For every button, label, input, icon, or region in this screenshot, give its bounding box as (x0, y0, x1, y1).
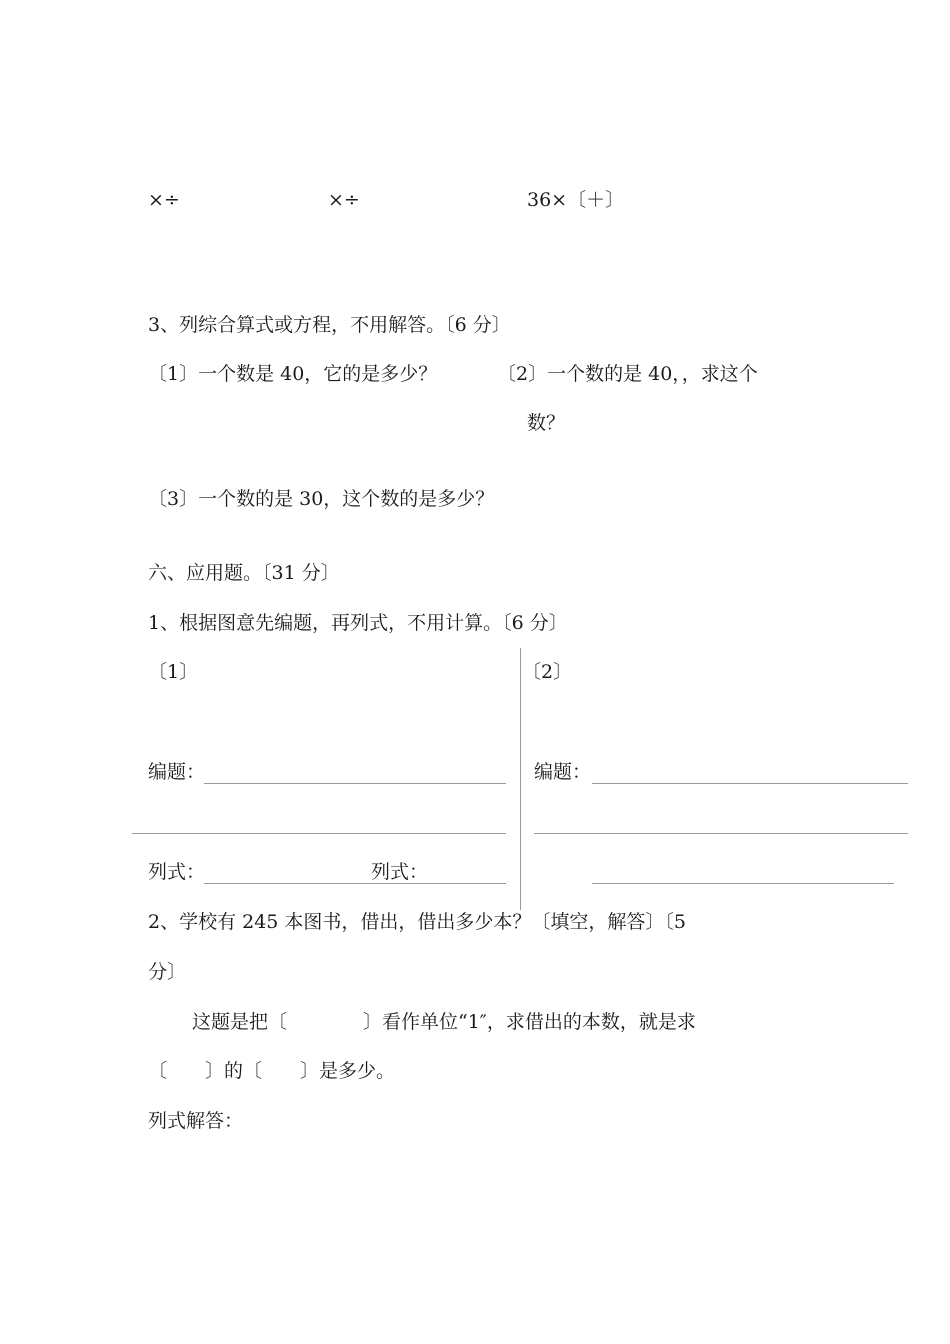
section3-question-2-line2: 数？ (527, 412, 566, 434)
left-compose-answer-line-2[interactable] (132, 833, 506, 834)
left-formula-label: 列式： (148, 861, 206, 883)
right-compose-answer-line[interactable] (592, 783, 908, 784)
column-divider (520, 648, 521, 910)
sub-question-1-label: 〔1〕 (148, 661, 199, 683)
right-compose-answer-line-2[interactable] (534, 833, 908, 834)
expression-3: 36×〔＋〕 (527, 189, 625, 211)
left-compose-label: 编题： (148, 761, 206, 783)
section3-question-1: 〔1〕一个数是 40，它的是多少？ (148, 363, 438, 385)
answer-label: 列式解答： (148, 1110, 244, 1132)
sub-question-2-label: 〔2〕 (522, 661, 573, 683)
fill-in-line-2: 〔 〕的〔 〕是多少。 (148, 1060, 396, 1082)
section6-q1-heading: 1、根据图意先编题，再列式，不用计算。〔6 分〕 (148, 612, 568, 634)
expression-1: ×÷ (148, 189, 180, 211)
left-formula-answer-line[interactable] (204, 883, 506, 884)
mid-formula-label: 列式： (371, 861, 429, 883)
section3-heading: 3、列综合算式或方程，不用解答。〔6 分〕 (148, 314, 511, 336)
fill-in-line-1: 这题是把〔 〕看作单位“1″，求借出的本数，就是求 (192, 1011, 696, 1033)
section3-question-2-line1: 〔2〕一个数的是 40，，求这个 (497, 363, 758, 385)
section3-question-3: 〔3〕一个数的是 30，这个数的是多少？ (148, 488, 495, 510)
section6-q2-line1: 2、学校有 245 本图书，借出，借出多少本？〔填空，解答〕〔5 (148, 911, 687, 933)
section6-q2-line2: 分〕 (148, 961, 187, 983)
section6-heading: 六、应用题。〔31 分〕 (148, 562, 340, 584)
right-compose-label: 编题： (534, 761, 592, 783)
left-compose-answer-line[interactable] (204, 783, 506, 784)
right-formula-answer-line[interactable] (592, 883, 894, 884)
expression-2: ×÷ (328, 189, 360, 211)
